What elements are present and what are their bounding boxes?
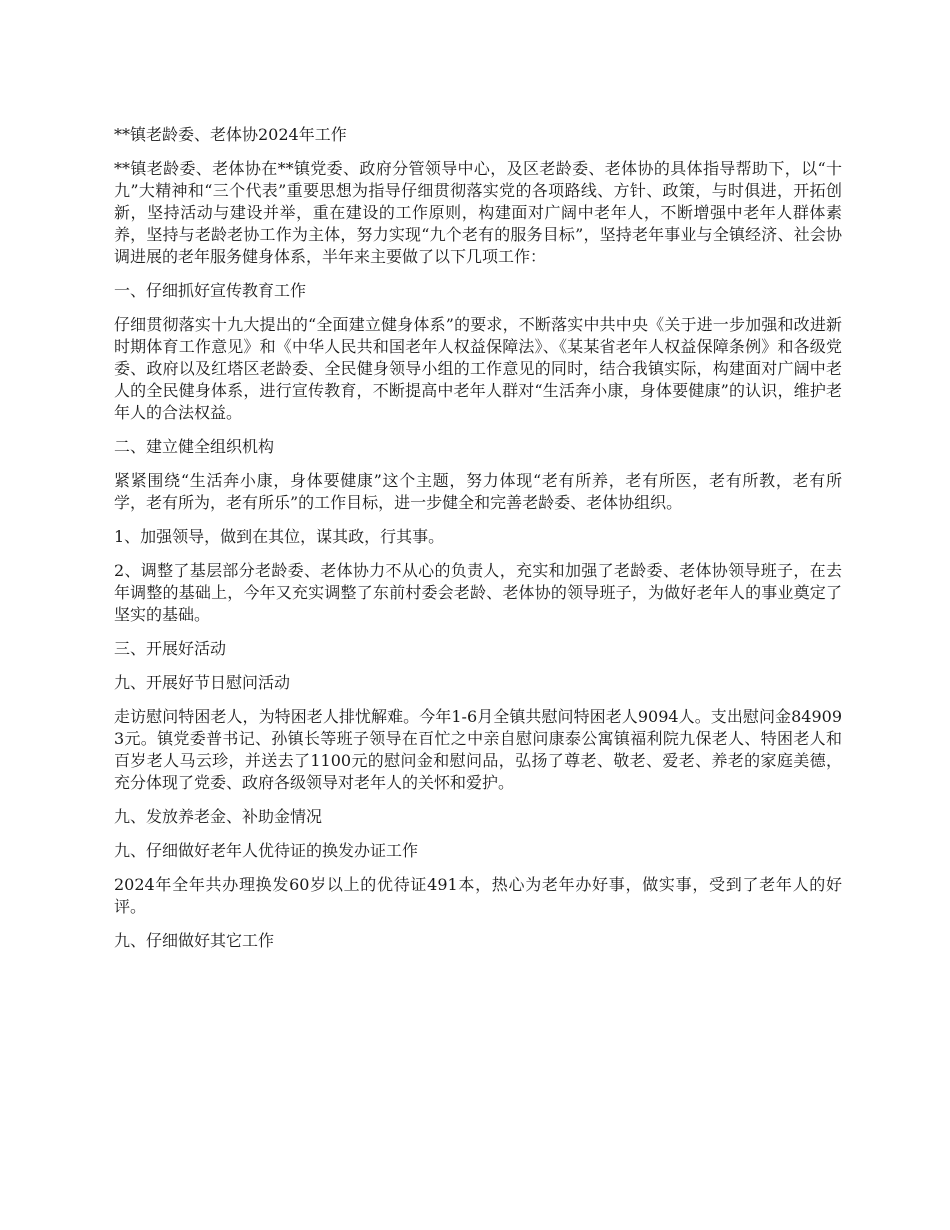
- body-paragraph: 紧紧围绕“生活奔小康，身体要健康”这个主题，努力体现“老有所养，老有所医，老有所教，老有所学，老有所为，老有所乐”的工作目标，进一步健全和完善老龄委、老体协组织。: [114, 471, 842, 512]
- subsection-heading: 九、开展好节日慰问活动: [114, 673, 291, 692]
- subsection-heading: 九、仔细做好老年人优待证的换发办证工作: [114, 841, 419, 860]
- body-paragraph: 2024年全年共办理换发60岁以上的优待证491本，热心为老年办好事，做实事，受到了老年人的好评。: [114, 875, 842, 916]
- subsection-heading: 九、发放养老金、补助金情况: [114, 807, 323, 826]
- section-heading: 二、建立健全组织机构: [114, 437, 275, 456]
- document-page: [114, 124, 842, 964]
- document-title: **镇老龄委、老体协2024年工作: [114, 125, 347, 144]
- list-item: 2、调整了基层部分老龄委、老体协力不从心的负责人，充实和加强了老龄委、老体协领导班子，在去年调整的基础上，今年又充实调整了东前村委会老龄、老体协的领导班子，为做好老年人的事业奠定了坚实的基础。: [114, 561, 842, 624]
- section-heading: 三、开展好活动: [114, 639, 227, 658]
- section-heading: 一、仔细抓好宣传教育工作: [114, 281, 307, 300]
- body-paragraph: 仔细贯彻落实十九大提出的“全面建立健身体系”的要求，不断落实中共中央《关于进一步加强和改进新时期体育工作意见》和《中华人民共和国老年人权益保障法》、《某某省老年人权益保障条例》和各级党委、政府以及红塔区老龄委、全民健身领导小组的工作意见的同时，结合我镇实际，构建面对广阔中老人的全民健身体系，进行宣传教育，不断提高中老年人群对“生活奔小康，身体要健康”的认识，维护老年人的合法权益。: [114, 315, 842, 422]
- body-paragraph: 走访慰问特困老人，为特困老人排忧解难。今年1-6月全镇共慰问特困老人9094人。支出慰问金849093元。镇党委普书记、孙镇长等班子领导在百忙之中亲自慰问康泰公寓镇福利院九保老人、特困老人和百岁老人马云珍，并送去了1100元的慰问金和慰问品，弘扬了尊老、敬老、爱老、养老的家庭美德，充分体现了党委、政府各级领导对老年人的关怀和爱护。: [114, 707, 842, 792]
- subsection-heading: 九、仔细做好其它工作: [114, 931, 275, 950]
- intro-paragraph: **镇老龄委、老体协在**镇党委、政府分管领导中心，及区老龄委、老体协的具体指导帮助下，以“十九”大精神和“三个代表”重要思想为指导仔细贯彻落实党的各项路线、方针、政策，与时俱进，开拓创新，坚持活动与建设并举，重在建设的工作原则，构建面对广阔中老年人，不断增强中老年人群体素养，坚持与老龄老协工作为主体，努力实现“九个老有的服务目标”，坚持老年事业与全镇经济、社会协调进展的老年服务健身体系，半年来主要做了以下几项工作：: [114, 159, 842, 266]
- list-item: 1、加强领导，做到在其位，谋其政，行其事。: [114, 527, 445, 546]
